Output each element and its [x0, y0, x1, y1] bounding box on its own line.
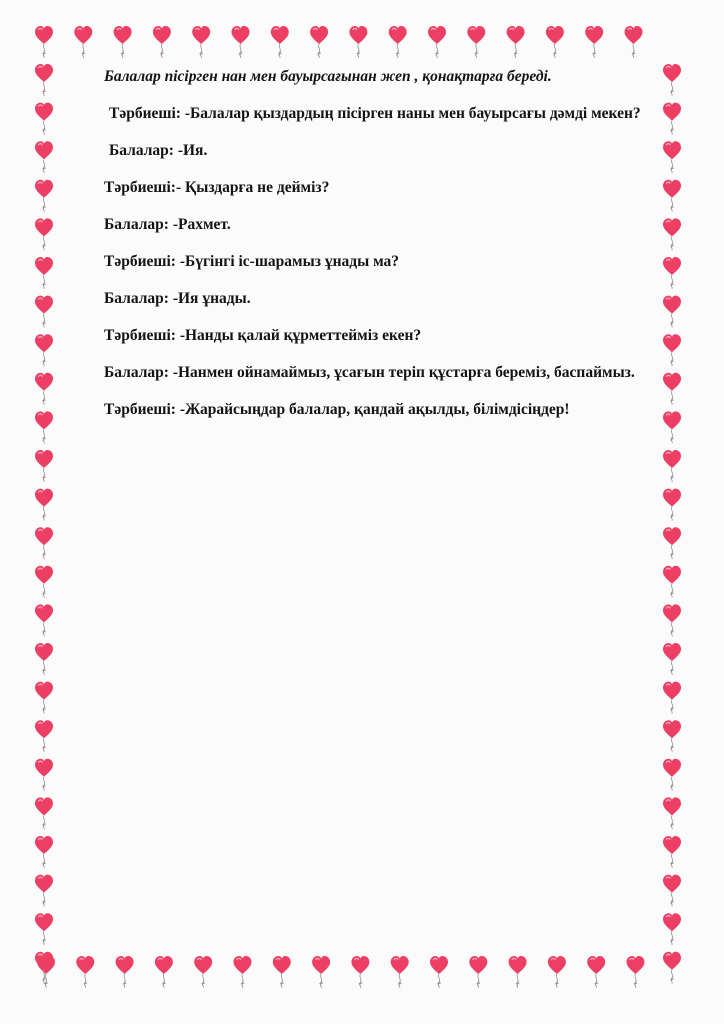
heart-balloon-icon — [507, 26, 525, 58]
heart-balloon-icon — [663, 875, 681, 907]
heart-balloon-icon — [35, 875, 53, 907]
heart-balloon-icon — [116, 956, 134, 988]
dialogue-text: - Қыздарға не дейміз? — [175, 179, 330, 196]
dialogue-line — [104, 251, 644, 272]
heart-balloon-icon — [509, 956, 527, 988]
heart-balloon-icon — [155, 956, 173, 988]
heart-balloon-icon — [585, 26, 603, 58]
dialogue-line — [104, 399, 644, 420]
heart-balloon-icon — [391, 956, 409, 988]
heart-balloon-icon — [114, 26, 132, 58]
heart-balloon-icon — [273, 956, 291, 988]
heart-balloon-icon — [35, 334, 53, 366]
heart-balloon-icon — [35, 26, 53, 58]
heart-balloon-icon — [35, 604, 53, 636]
heart-balloon-icon — [35, 180, 53, 212]
heart-balloon-icon — [663, 489, 681, 521]
heart-balloon-icon — [153, 26, 171, 58]
heart-balloon-icon — [35, 296, 53, 328]
heart-balloon-icon — [663, 141, 681, 173]
heart-balloon-icon — [663, 64, 681, 96]
dialogue-text: -Нанмен ойнамаймыз, ұсағын теріп құстарға береміз, баспаймыз. — [172, 364, 635, 381]
heart-balloon-icon — [310, 26, 328, 58]
speaker-name: Тәрбиеші : — [104, 401, 176, 418]
heart-balloon-icon — [627, 956, 645, 988]
heart-balloon-icon — [663, 604, 681, 636]
dialogue-text: -Жарайсыңдар балалар, қандай ақылды, білімдісіңдер! — [179, 401, 570, 418]
heart-balloon-icon — [35, 759, 53, 791]
heart-balloon-icon — [35, 64, 53, 96]
heart-balloon-icon — [625, 26, 643, 58]
heart-balloon-icon — [232, 26, 250, 58]
heart-balloon-icon — [663, 450, 681, 482]
heart-balloon-icon — [35, 218, 53, 250]
heart-balloon-icon — [35, 527, 53, 559]
heart-balloon-icon — [35, 411, 53, 443]
dialogue-line — [104, 214, 644, 235]
dialogue-list — [104, 103, 644, 420]
heart-balloon-icon — [663, 411, 681, 443]
heart-balloon-icon — [587, 956, 605, 988]
heart-balloon-icon — [663, 836, 681, 868]
heart-balloon-icon — [234, 956, 252, 988]
heart-balloon-icon — [663, 180, 681, 212]
heart-balloon-icon — [467, 26, 485, 58]
heart-balloon-icon — [351, 956, 369, 988]
heart-balloon-icon — [35, 913, 53, 945]
heart-balloon-icon — [663, 759, 681, 791]
heart-balloon-icon — [76, 956, 94, 988]
heart-balloon-icon — [389, 26, 407, 58]
stage-direction: Балалар пісірген нан мен бауырсағынан жеп , қонақтарға береді. — [104, 68, 552, 85]
heart-balloon-icon — [548, 956, 566, 988]
speaker-name: Тәрбиеші : — [104, 327, 176, 344]
speaker-name: Тәрбиеші : — [109, 105, 181, 122]
heart-balloon-icon — [349, 26, 367, 58]
heart-balloon-icon — [35, 450, 53, 482]
heart-balloon-icon — [663, 566, 681, 598]
dialogue-line — [104, 103, 644, 124]
heart-balloon-icon — [663, 952, 681, 984]
heart-balloon-icon — [663, 797, 681, 829]
heart-balloon-icon — [35, 257, 53, 289]
heart-balloon-icon — [663, 334, 681, 366]
dialogue-line — [104, 325, 644, 346]
dialogue-text: -Ия. — [177, 142, 208, 159]
heart-balloon-icon — [35, 103, 53, 135]
dialogue-text: -Ия ұнады. — [172, 290, 251, 307]
heart-balloon-icon — [663, 218, 681, 250]
heart-balloon-icon — [271, 26, 289, 58]
heart-balloon-icon — [74, 26, 92, 58]
dialogue-text: -Нанды қалай құрметтейміз екен? — [179, 327, 422, 344]
heart-balloon-icon — [35, 141, 53, 173]
dialogue-line — [104, 140, 644, 161]
heart-balloon-icon — [35, 643, 53, 675]
speaker-name: Тәрбиеші : — [104, 179, 176, 196]
heart-balloon-icon — [35, 720, 53, 752]
dialogue-line — [104, 177, 644, 198]
heart-balloon-icon — [663, 682, 681, 714]
heart-balloon-icon — [35, 373, 53, 405]
heart-balloon-icon — [663, 643, 681, 675]
dialogue-line — [104, 288, 644, 309]
heart-balloon-icon — [35, 489, 53, 521]
heart-balloon-icon — [192, 26, 210, 58]
heart-balloon-icon — [663, 373, 681, 405]
heart-balloon-icon — [35, 836, 53, 868]
heart-balloon-icon — [194, 956, 212, 988]
speaker-name: Балалар : — [104, 290, 169, 307]
heart-balloon-icon — [663, 913, 681, 945]
dialogue-line — [104, 362, 644, 383]
speaker-name: Балалар : — [104, 216, 169, 233]
heart-balloon-icon — [35, 682, 53, 714]
document-body — [104, 66, 644, 436]
heart-balloon-icon — [312, 956, 330, 988]
dialogue-text: -Бүгінгі іс-шарамыз ұнады ма? — [179, 253, 400, 270]
heart-balloon-icon — [663, 257, 681, 289]
heart-balloon-icon — [663, 720, 681, 752]
heart-balloon-icon — [430, 956, 448, 988]
speaker-name: Тәрбиеші : — [104, 253, 176, 270]
speaker-name: Балалар : — [109, 142, 174, 159]
heart-balloon-icon — [663, 527, 681, 559]
dialogue-text: -Балалар қыздардың пісірген наны мен бауырсағы дәмді мекен? — [184, 105, 641, 122]
heart-balloon-icon — [428, 26, 446, 58]
speaker-name: Балалар : — [104, 364, 169, 381]
heart-balloon-icon — [546, 26, 564, 58]
dialogue-text: -Рахмет. — [172, 216, 231, 233]
heart-balloon-icon — [35, 797, 53, 829]
heart-balloon-icon — [469, 956, 487, 988]
heart-balloon-icon — [663, 296, 681, 328]
heart-balloon-icon — [35, 566, 53, 598]
heart-balloon-icon — [663, 103, 681, 135]
